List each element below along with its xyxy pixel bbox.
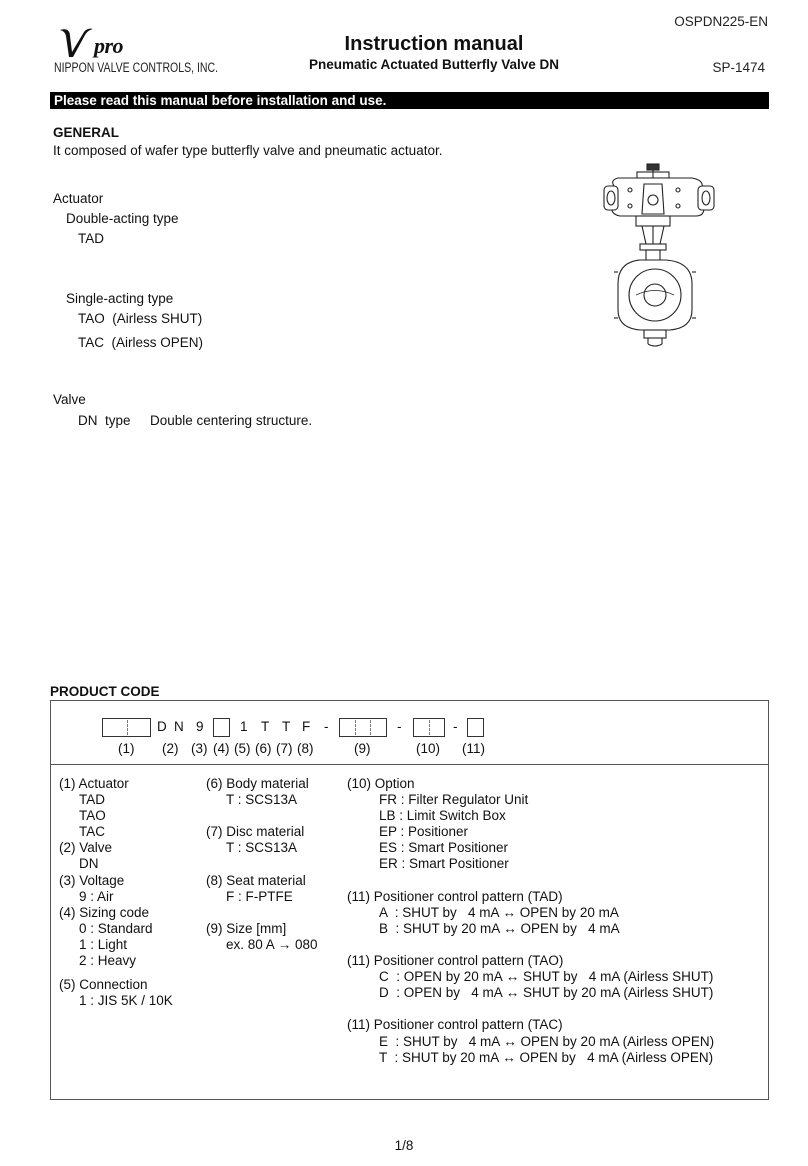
pos-label-9: (9) — [354, 741, 371, 756]
company-name: NIPPON VALVE CONTROLS, INC. — [54, 60, 219, 75]
code-char-f: F — [302, 719, 311, 734]
spec-item: T : SHUT by 20 mA ↔ OPEN by 4 mA (Airless OPEN) — [379, 1049, 714, 1065]
general-text: It composed of wafer type butterfly valve and pneumatic actuator. — [53, 143, 443, 158]
spec-item — [347, 937, 714, 953]
pos-label-8: (8) — [297, 741, 314, 756]
code-dash-2: - — [397, 719, 402, 734]
product-code-divider — [50, 764, 769, 765]
spec-item: EP : Positioner — [379, 824, 469, 840]
spec-item: (2) Valve — [59, 840, 113, 856]
spec-item: TAO — [79, 808, 106, 824]
code-char-d: D — [157, 719, 167, 734]
spec-item: (7) Disc material — [206, 824, 305, 840]
logo-text: pro — [94, 33, 124, 58]
pos-label-1: (1) — [118, 741, 135, 756]
product-code-heading: PRODUCT CODE — [50, 684, 160, 699]
code-char-t1: T — [261, 719, 270, 734]
spec-item: DN — [79, 856, 99, 872]
page-subtitle: Pneumatic Actuated Butterfly Valve DN — [308, 57, 560, 72]
spec-item: (8) Seat material — [206, 872, 306, 888]
spec-item: 9 : Air — [79, 888, 114, 904]
spec-item — [347, 873, 714, 889]
general-heading: GENERAL — [53, 125, 120, 140]
spec-item: ER : Smart Positioner — [379, 856, 509, 872]
spec-item: FR : Filter Regulator Unit — [379, 792, 529, 808]
spec-item: 1 : JIS 5K / 10K — [79, 993, 173, 1009]
code-char-t2: T — [282, 719, 291, 734]
double-acting-code: TAD — [78, 231, 104, 246]
pos-label-2: (2) — [162, 741, 179, 756]
pos-label-5: (5) — [234, 741, 251, 756]
document-code: OSPDN225-EN — [674, 14, 768, 29]
valve-label: Valve — [53, 392, 86, 407]
spec-item: (11) Positioner control pattern (TAO) — [347, 953, 564, 969]
spec-item: (1) Actuator — [59, 776, 129, 791]
spec-item: E : SHUT by 4 mA ↔ OPEN by 20 mA (Airless OPEN) — [379, 1033, 715, 1049]
spec-item: B : SHUT by 20 mA ↔ OPEN by 4 mA — [379, 920, 620, 936]
spec-item: C : OPEN by 20 mA ↔ SHUT by 4 mA (Airless SHUT) — [379, 969, 714, 985]
spec-column-3 — [347, 776, 714, 1066]
page-title: Instruction manual — [344, 33, 524, 55]
spec-item: ES : Smart Positioner — [379, 840, 509, 856]
sp-code: SP-1474 — [712, 60, 765, 75]
spec-item — [206, 856, 318, 872]
spec-item: TAD — [79, 792, 105, 808]
tac-line: TAC (Airless OPEN) — [78, 335, 204, 350]
butterfly-valve-illustration — [600, 158, 725, 348]
code-char-9: 9 — [196, 719, 204, 734]
spec-item: TAC — [79, 824, 105, 840]
spec-item: 0 : Standard — [79, 920, 153, 936]
pos-label-4: (4) — [213, 741, 230, 756]
spec-item: (10) Option — [347, 776, 415, 791]
pos-label-11: (11) — [462, 741, 486, 756]
pos-label-7: (7) — [276, 741, 293, 756]
spec-item: (3) Voltage — [59, 872, 125, 888]
code-box-option — [413, 718, 445, 737]
spec-item: 2 : Heavy — [79, 953, 137, 969]
tao-line: TAO (Airless SHUT) — [78, 311, 203, 326]
code-box-actuator — [102, 718, 151, 737]
spec-item: LB : Limit Switch Box — [379, 808, 506, 824]
spec-item: D : OPEN by 4 mA ↔ SHUT by 20 mA (Airless SHUT) — [379, 985, 714, 1001]
spec-item: 1 : Light — [79, 936, 128, 952]
spec-item: (11) Positioner control pattern (TAC) — [347, 1017, 563, 1033]
actuator-label: Actuator — [53, 191, 104, 206]
spec-column-2 — [206, 776, 318, 953]
dn-type-desc: Double centering structure. — [150, 413, 313, 428]
spec-item: ex. 80 A → 080 — [226, 936, 318, 952]
code-box-size — [339, 718, 387, 737]
code-dash-1: - — [324, 719, 329, 734]
spec-item: (6) Body material — [206, 776, 309, 791]
warning-banner: Please read this manual before installation and use. — [50, 92, 769, 109]
single-acting-label: Single-acting type — [66, 291, 174, 306]
pos-label-3: (3) — [191, 741, 208, 756]
spec-item: T : SCS13A — [226, 840, 298, 856]
dn-type-label: DN type — [78, 413, 131, 428]
spec-item: (11) Positioner control pattern (TAD) — [347, 888, 563, 904]
code-char-1: 1 — [240, 719, 248, 734]
code-dash-3: - — [453, 719, 458, 734]
spec-item — [347, 1001, 714, 1017]
spec-item: A : SHUT by 4 mA ↔ OPEN by 20 mA — [379, 904, 619, 920]
page-number: 1/8 — [394, 1138, 414, 1153]
spec-item: T : SCS13A — [226, 792, 298, 808]
double-acting-label: Double-acting type — [66, 211, 179, 226]
spec-item: (5) Connection — [59, 977, 148, 993]
code-box-sizing — [213, 718, 230, 737]
spec-item: (9) Size [mm] — [206, 920, 287, 936]
pos-label-10: (10) — [416, 741, 441, 756]
code-box-pattern — [467, 718, 484, 737]
spec-column-1 — [59, 776, 173, 1009]
spec-item — [206, 905, 318, 921]
spec-item: (4) Sizing code — [59, 904, 150, 920]
pos-label-6: (6) — [255, 741, 272, 756]
code-char-n: N — [174, 719, 184, 734]
spec-item — [206, 808, 318, 824]
spec-item: F : F-PTFE — [226, 888, 293, 904]
